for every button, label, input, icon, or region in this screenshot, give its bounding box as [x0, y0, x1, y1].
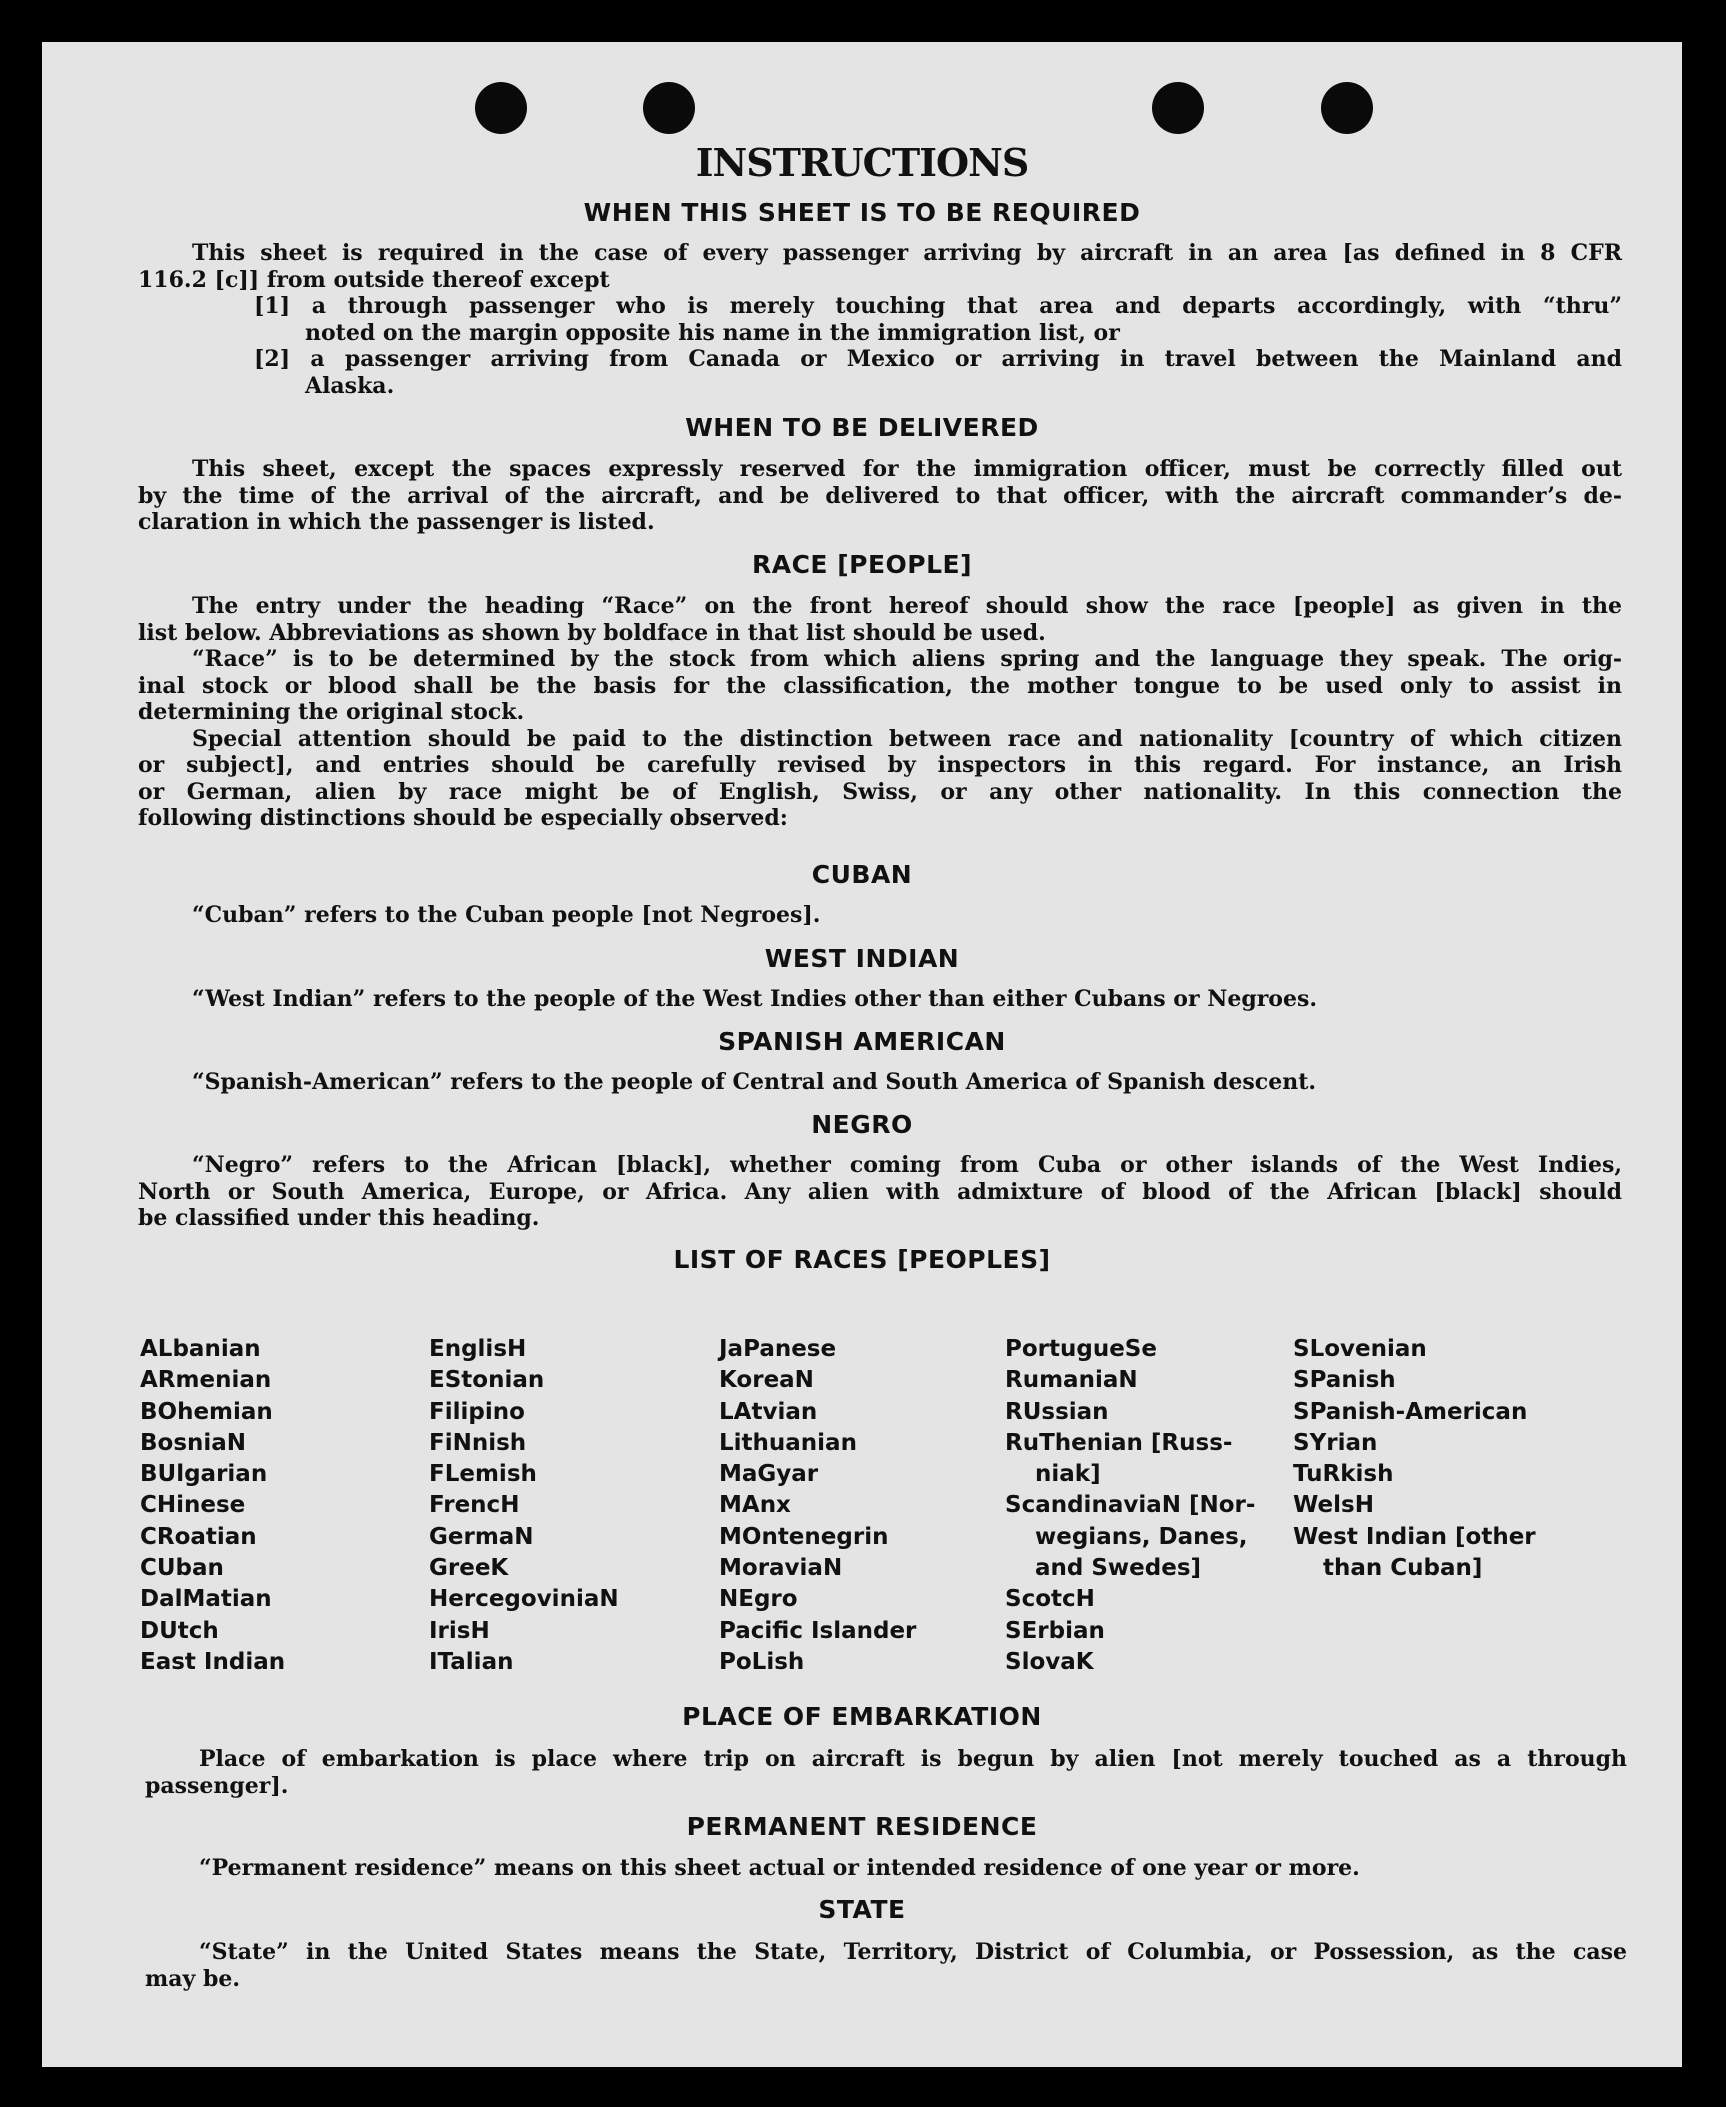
section-heading-cuban: CUBAN: [811, 860, 913, 889]
race-list-item: DUtch: [140, 1617, 219, 1644]
race-list-item: ALbanian: [140, 1336, 261, 1362]
text-line: inal stock or blood shall be the basis for the classification, the mother tongue to be used only to assist in: [138, 672, 1622, 699]
text-line: passenger].: [145, 1772, 289, 1799]
race-list-item: wegians, Danes,: [1035, 1523, 1248, 1550]
race-list-column-3: [719, 1334, 916, 1678]
text-line: “Negro” refers to the African [black], whether coming from Cuba or other islands of the West Indies,: [192, 1152, 1622, 1178]
text-line: “Race” is to be determined by the stock from which aliens spring and the language they speak. The orig-: [192, 646, 1622, 672]
text-line: This sheet is required in the case of every passenger arriving by aircraft in an area [as defined in 8 CFR: [192, 240, 1622, 266]
paragraph-state: [145, 1939, 1627, 1992]
race-list-item: BosniaN: [140, 1429, 247, 1456]
race-list-item: NEgro: [719, 1586, 798, 1613]
section-heading-west-indian: WEST INDIAN: [764, 944, 960, 973]
race-list-item: RumaniaN: [1005, 1367, 1138, 1394]
race-list-item: MAnx: [719, 1492, 791, 1519]
race-list-column-2: [429, 1334, 619, 1678]
race-list-item: WelsH: [1293, 1492, 1374, 1519]
text-line: “Spanish-American” refers to the people of Central and South America of Spanish descent.: [192, 1069, 1317, 1095]
race-list-column-1: [140, 1334, 285, 1678]
race-list-item: Lithuanian: [719, 1429, 857, 1456]
race-list-item: ScotcH: [1005, 1586, 1095, 1613]
paragraph-required: [138, 240, 1622, 293]
section-heading-list-of-races: LIST OF RACES [PEOPLES]: [673, 1245, 1051, 1274]
section-heading-required: WHEN THIS SHEET IS TO BE REQUIRED: [583, 198, 1141, 227]
race-list-item: GreeK: [429, 1555, 509, 1582]
text-line: be classified under this heading.: [138, 1205, 540, 1231]
race-list-item: Pacific Islander: [719, 1617, 917, 1644]
race-list-item: PoLish: [719, 1648, 805, 1675]
text-line: 116.2 [c]] from outside thereof except: [138, 266, 610, 293]
race-list-item: ITalian: [429, 1648, 514, 1675]
race-list-item: niak]: [1035, 1461, 1101, 1488]
race-list-item: FiNnish: [429, 1429, 527, 1456]
text-line: “Cuban” refers to the Cuban people [not Negroes].: [192, 902, 821, 928]
list-item-exception-1: [254, 293, 1622, 346]
document-page: [42, 42, 1682, 2067]
race-list-item: SPanish: [1293, 1367, 1396, 1394]
text-line: “West Indian” refers to the people of the West Indies other than either Cubans or Negroes.: [192, 986, 1318, 1012]
text-line: North or South America, Europe, or Africa. Any alien with admixture of blood of the African [black] should: [138, 1178, 1622, 1205]
text-line: following distinctions should be especially observed:: [138, 805, 788, 831]
text-line: “State” in the United States means the State, Territory, District of Columbia, or Possession, as the case: [199, 1939, 1627, 1965]
text-line: Place of embarkation is place where trip on aircraft is begun by alien [not merely touched as a through: [199, 1746, 1627, 1772]
section-heading-negro: NEGRO: [811, 1110, 913, 1139]
paragraph-embarkation: [145, 1746, 1627, 1799]
punch-hole: [475, 82, 527, 134]
race-list-item: and Swedes]: [1035, 1555, 1202, 1582]
race-list-item: East Indian: [140, 1648, 286, 1675]
race-list-item: TuRkish: [1293, 1461, 1394, 1488]
race-list-item: KoreaN: [719, 1367, 814, 1394]
text-line: determining the original stock.: [138, 699, 525, 725]
race-list-item: than Cuban]: [1323, 1555, 1483, 1582]
race-list-item: RUssian: [1005, 1398, 1109, 1425]
race-list-item: SLovenian: [1293, 1336, 1427, 1362]
text-line: “Permanent residence” means on this sheet actual or intended residence of one year or more.: [199, 1855, 1360, 1881]
punch-hole: [643, 82, 695, 134]
list-item-exception-2: [254, 346, 1622, 399]
race-list-item: GermaN: [429, 1523, 534, 1550]
section-heading-residence: PERMANENT RESIDENCE: [686, 1812, 1038, 1841]
punch-hole: [1321, 82, 1373, 134]
race-list-item: CRoatian: [140, 1523, 257, 1550]
race-list-item: EStonian: [429, 1367, 545, 1394]
race-list-item: Filipino: [429, 1398, 525, 1425]
text-line: may be.: [145, 1965, 241, 1992]
text-line: Alaska.: [305, 372, 395, 399]
section-heading-spanish-american: SPANISH AMERICAN: [718, 1027, 1006, 1056]
race-list-item: ARmenian: [140, 1367, 272, 1394]
text-line: This sheet, except the spaces expressly reserved for the immigration officer, must be correctly filled out: [192, 456, 1622, 482]
section-heading-embarkation: PLACE OF EMBARKATION: [682, 1702, 1042, 1731]
race-list-item: SYrian: [1293, 1429, 1378, 1456]
paragraph-spanish-american: [192, 1069, 1622, 1096]
text-line: by the time of the arrival of the aircraft, and be delivered to that officer, with the aircraft commander’s de-: [138, 482, 1622, 509]
paragraph-west-indian: [192, 986, 1622, 1013]
text-line: [1] a through passenger who is merely touching that area and departs accordingly, with “thru”: [254, 293, 1622, 319]
text-line: noted on the margin opposite his name in the immigration list, or: [305, 319, 1120, 346]
text-line: Special attention should be paid to the distinction between race and nationality [country of which citizen: [192, 725, 1622, 752]
text-line: The entry under the heading “Race” on the front hereof should show the race [people] as given in the: [192, 593, 1622, 619]
race-list-item: SPanish-American: [1293, 1398, 1528, 1425]
paragraph-residence: [199, 1855, 1627, 1882]
race-list-item: IrisH: [429, 1617, 490, 1644]
race-list-item: MOntenegrin: [719, 1523, 889, 1550]
race-list-item: JaPanese: [719, 1336, 837, 1362]
text-line: or subject], and entries should be carefully revised by inspectors in this regard. For instance, an Irish: [138, 752, 1622, 778]
race-list-item: LAtvian: [719, 1398, 818, 1425]
text-line: or German, alien by race might be of English, Swiss, or any other nationality. In this connection the: [138, 778, 1622, 805]
race-list-item: BUlgarian: [140, 1461, 268, 1488]
race-list-column-4: [1005, 1334, 1255, 1678]
race-list-item: CHinese: [140, 1492, 246, 1519]
section-heading-state: STATE: [818, 1895, 906, 1924]
paragraph-delivered: [138, 456, 1622, 536]
race-list-item: SlovaK: [1005, 1648, 1094, 1675]
race-list-item: HercegoviniaN: [429, 1586, 619, 1613]
race-list-item: MaGyar: [719, 1461, 819, 1488]
race-list-item: RuThenian [Russ-: [1005, 1429, 1233, 1456]
race-list-item: FrencH: [429, 1492, 520, 1519]
paragraph-negro: [138, 1152, 1622, 1232]
race-list-item: BOhemian: [140, 1398, 273, 1425]
paragraph-cuban: [192, 902, 1622, 929]
document-title: INSTRUCTIONS: [695, 140, 1029, 185]
race-list-item: CUban: [140, 1555, 224, 1582]
section-heading-delivered: WHEN TO BE DELIVERED: [685, 413, 1039, 442]
race-list-item: PortugueSe: [1005, 1336, 1157, 1362]
text-line: [2] a passenger arriving from Canada or Mexico or arriving in travel between the Mainland and: [254, 346, 1622, 372]
race-list-item: ScandinaviaN [Nor-: [1005, 1492, 1256, 1519]
race-list-item: SErbian: [1005, 1617, 1105, 1644]
section-heading-race: RACE [PEOPLE]: [751, 550, 973, 579]
race-list-item: EnglisH: [429, 1336, 527, 1362]
text-line: claration in which the passenger is listed.: [138, 509, 655, 535]
text-line: list below. Abbreviations as shown by boldface in that list should be used.: [138, 619, 1046, 646]
race-list-column-5: [1293, 1334, 1536, 1584]
race-list-item: West Indian [other: [1293, 1523, 1536, 1550]
race-list-item: FLemish: [429, 1461, 537, 1488]
race-list-item: DalMatian: [140, 1586, 272, 1613]
punch-hole: [1152, 82, 1204, 134]
paragraph-race: [138, 593, 1622, 832]
race-list-item: MoraviaN: [719, 1555, 843, 1582]
